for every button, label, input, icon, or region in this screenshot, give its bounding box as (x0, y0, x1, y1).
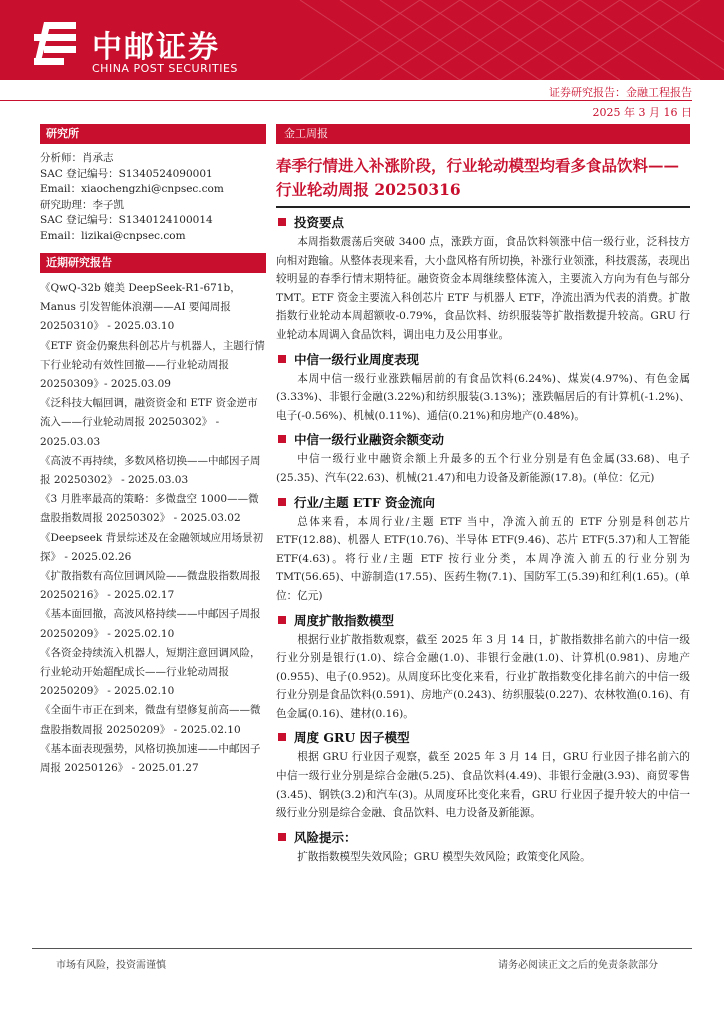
recent-report-item[interactable]: 《扩散指数有高位回调风险——微盘股指数周报 20250216》 - 2025.02.17 (40, 570, 261, 602)
square-bullet-icon (278, 355, 286, 363)
recent-reports-list (40, 279, 266, 778)
section-paragraph: 根据 GRU 行业因子观察，截至 2025 年 3 月 14 日，GRU 行业因子排名前六的中信一级行业分别是综合金融(5.25)、食品饮料(4.49)、非银行金融(3.93)、商贸零售(3.45)、钢铁(3.2)和汽车(3)。从周度环比变化来看，GRU 行业因子提升较大的中信一级行业分别是综合金融、食品饮料、电力设备及新能源。 (276, 751, 690, 820)
recent-report-item[interactable]: 《基本面回撤，高波风格持续——中邮因子周报 20250209》 - 2025.02.10 (40, 608, 261, 640)
main-content (276, 124, 690, 866)
section-paragraph: 本周指数震荡后突破 3400 点，涨跌方面，食品饮料领涨中信一级行业，泛科技方向相对跑输。从整体表现来看，大小盘风格有所切换，补涨行业领涨，科技震荡，表现出较明显的春季行情末期特征。融资资金本周继续整体流入，主要流入方向为有色与部分 TMT。ETF 资金主要流入科创芯片 ETF 与机器人 ETF，净流出酒为代表的消费。扩散指数行业轮动本周超额收-0.79%，食品饮料、纺织服装等扩散指数提升较高。GRU 行业轮动本周调入食品饮料，调出电力及公用事业。 (276, 236, 690, 341)
analyst-name: 分析师：肖承志 (40, 152, 114, 164)
analyst-email[interactable]: Email：xiaochengzhi@cnpsec.com (40, 183, 224, 195)
recent-report-item[interactable]: 《Deepseek 背景综述及在金融领域应用场景初探》 - 2025.02.26 (40, 531, 264, 563)
square-bullet-icon (278, 498, 286, 506)
section-paragraph: 中信一级行业中融资余额上升最多的五个行业分别是有色金属(33.68)、电子(25.35)、汽车(22.63)、机械(21.47)和电力设备及新能源(17.8)。(单位：亿元) (276, 453, 690, 484)
recent-reports-heading: 近期研究报告 (40, 253, 266, 273)
assistant-sac: SAC 登记编号：S1340124100014 (40, 214, 213, 226)
section-paragraph: 根据行业扩散指数观察，截至 2025 年 3 月 14 日，扩散指数排名前六的中信一级行业分别是银行(1.0)、综合金融(1.0)、非银行金融(1.0)、计算机(0.981)、房地产(0.955)、电子(0.952)。从周度环比变化来看，行业扩散指数变化排名前六的中信一级行业分别是食品饮料(0.591)、房地产(0.243)、纺织服装(0.227)、农林牧渔(0.16)、有色金属(0.16)、建材(0.16)。 (276, 633, 690, 720)
section-heading-etf-flow: 行业/主题 ETF 资金流向 (276, 493, 690, 513)
square-bullet-icon (278, 435, 286, 443)
footer-rule (32, 948, 692, 949)
assistant-email[interactable]: Email：lizikai@cnpsec.com (40, 229, 186, 242)
section-heading-gru-model: 周度 GRU 因子模型 (276, 728, 690, 748)
assistant-name: 研究助理：李子凯 (40, 198, 124, 211)
report-tag: 金工周报 (276, 124, 690, 144)
report-title: 春季行情进入补涨阶段，行业轮动模型均看多食品饮料——行业轮动周报 20250316 (276, 156, 680, 199)
recent-report-item[interactable]: 《高波不再持续，多数风格切换——中邮因子周报 20250302》 - 2025.03.03 (40, 454, 261, 487)
recent-report-item[interactable]: 《QwQ-32b 媲美 DeepSeek-R1-671b，Manus 引发智能体浪潮——AI 要闻周报 20250310》 - 2025.03.10 (40, 282, 241, 333)
title-rule (276, 206, 690, 208)
recent-report-item[interactable]: 《基本面表现强势，风格切换加速——中邮因子周报 20250126》 - 2025.01.27 (40, 742, 261, 775)
recent-report-item[interactable]: 《全面牛市正在到来，微盘有望修复前高——微盘股指数周报 20250209》 - 2025.02.10 (40, 704, 261, 736)
analyst-sac: SAC 登记编号：S1340524090001 (40, 167, 213, 180)
square-bullet-icon (278, 616, 286, 624)
brand-name-en: CHINA POST SECURITIES (92, 62, 238, 75)
brand-name-cn: 中邮证券 (92, 30, 220, 65)
section-heading-margin-balance: 中信一级行业融资余额变动 (276, 430, 690, 450)
recent-report-item[interactable]: 《泛科技大幅回调，融资资金和 ETF 资金逆市流入——行业轮动周报 20250302》 - 2025.03.03 (40, 397, 258, 448)
report-date: 2025 年 3 月 16 日 (592, 106, 692, 119)
section-heading-diffusion-model: 周度扩散指数模型 (276, 611, 690, 631)
square-bullet-icon (278, 733, 286, 741)
footer-disclaimer-right: 请务必阅读正文之后的免责条款部分 (498, 960, 658, 971)
square-bullet-icon (278, 218, 286, 226)
report-type: 证券研究报告：金融工程报告 (549, 86, 692, 99)
header-band (0, 0, 724, 80)
square-bullet-icon (278, 833, 286, 841)
section-paragraph: 总体来看，本周行业/主题 ETF 当中，净流入前五的 ETF 分别是科创芯片 ETF(12.88)、机器人 ETF(10.76)、半导体 ETF(9.46)、芯片 ETF(5.37)和人工智能 ETF(4.63)。将行业/主题 ETF 按行业分类，本周净流入前五的行业分别为 TMT(56.65)、中游制造(17.55)、医药生物(7.1)、国防军工(5.39)和红利(1.65)。(单位：亿元) (276, 515, 690, 602)
recent-report-item[interactable]: 《各资金持续流入机器人，短期注意回调风险，行业轮动开始超配成长——行业轮动周报 20250209》 - 2025.02.10 (40, 646, 261, 698)
header-rule (0, 100, 692, 101)
recent-report-item[interactable]: 《ETF 资金仍聚焦科创芯片与机器人，主题行情下行业轮动有效性回撤——行业轮动周报 20250309》- 2025.03.09 (40, 339, 265, 391)
sidebar (40, 124, 266, 778)
footer-disclaimer-left: 市场有风险，投资需谨慎 (56, 960, 166, 971)
analyst-info (40, 151, 266, 244)
section-heading-risk: 风险提示： (276, 828, 690, 848)
institute-heading: 研究所 (40, 124, 266, 144)
recent-report-item[interactable]: 《3 月胜率最高的策略：多微盘空 1000——微盘股指数周报 20250302》 - 2025.03.02 (40, 493, 259, 525)
section-paragraph: 扩散指数模型失效风险；GRU 模型失效风险；政策变化风险。 (297, 850, 591, 863)
section-paragraph: 本周中信一级行业涨跌幅居前的有食品饮料(6.24%)、煤炭(4.97%)、有色金属(3.33%)、非银行金融(3.22%)和纺织服装(3.13%)；涨跌幅居后的有计算机(-1.2%)、电子(-0.56%)、机械(0.11%)、通信(0.21%)和房地产(0.48%)。 (276, 372, 690, 422)
section-heading-key-points: 投资要点 (276, 213, 690, 233)
china-post-logo-icon (26, 16, 84, 70)
section-heading-industry-performance: 中信一级行业周度表现 (276, 350, 690, 370)
